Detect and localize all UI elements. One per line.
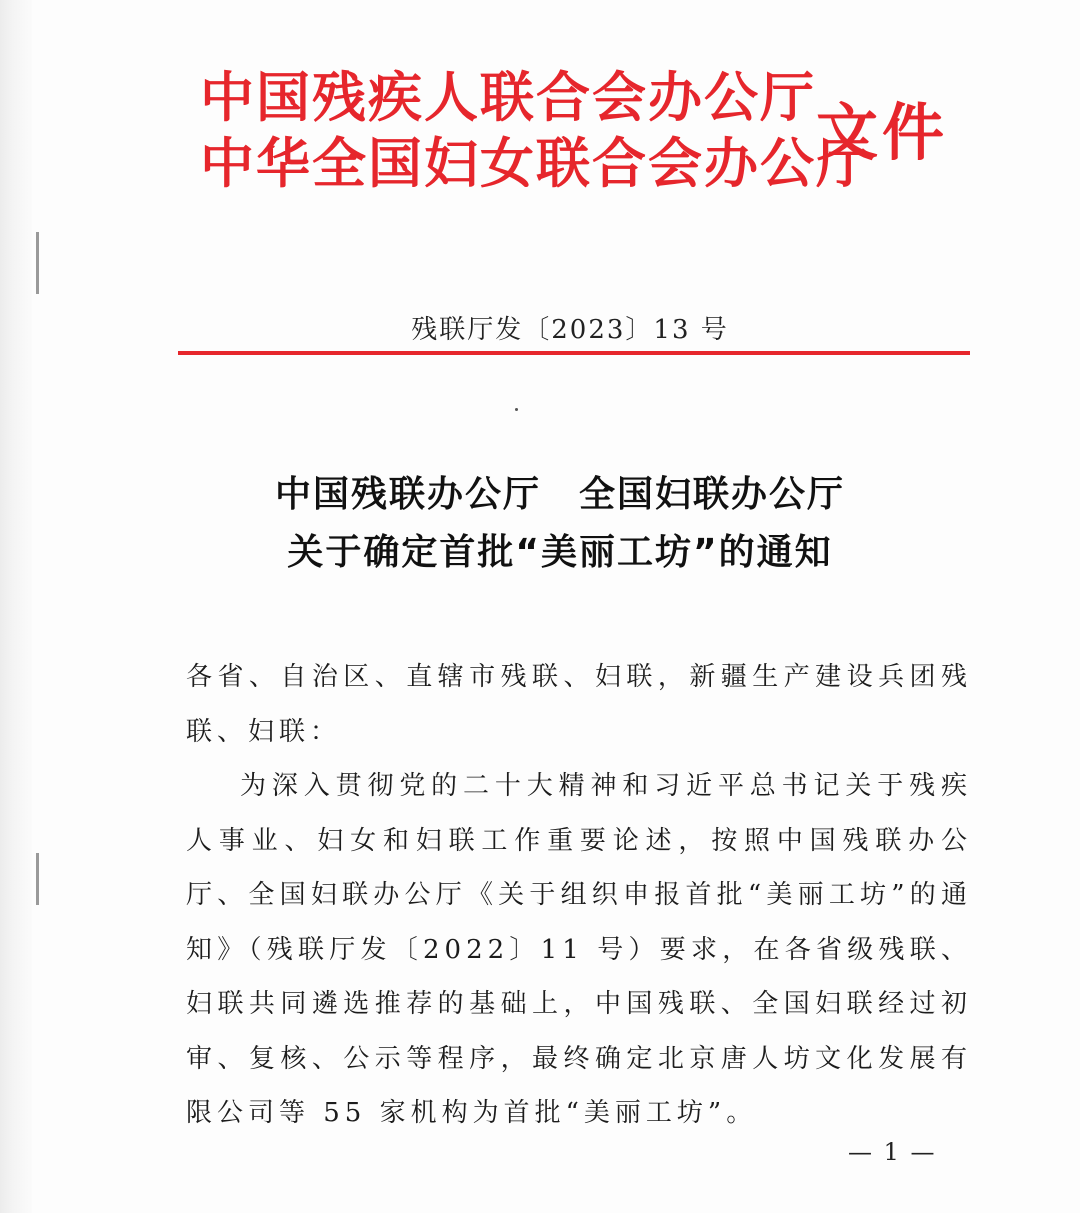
scan-edge-shadow <box>0 0 32 1213</box>
document-title <box>0 466 1080 582</box>
title-line: 中国残联办公厅 全国妇联办公厅 <box>274 474 845 515</box>
page-number: — 1 — <box>848 1138 937 1166</box>
issuing-org-line: 中华全国妇女联合会办公厅 <box>200 131 872 195</box>
title-line: 关于确定首批“美丽工坊”的通知 <box>287 532 833 573</box>
document-type-label: 文件 <box>816 96 949 169</box>
scan-speck <box>515 408 518 411</box>
salutation: 各省、自治区、直辖市残联、妇联，新疆生产建设兵团残联、妇联： <box>186 662 972 747</box>
red-separator-rule <box>178 351 970 355</box>
body-paragraph: 为深入贯彻党的二十大精神和习近平总书记关于残疾人事业、妇女和妇联工作重要论述，按照中国残联办公厅、全国妇联办公厅《关于组织申报首批“美丽工坊”的通知》（残联厅发〔2022〕11 号）要求，在各省级残联、妇联共同遴选推荐的基础上，中国残联、全国妇联经过初审、复核、公示等程序，最终确定北京唐人坊文化发展有限公司等 55 家机构为首批“美丽工坊”。 <box>186 771 972 1128</box>
issuing-org-line: 中国残疾人联合会办公厅 <box>200 65 816 129</box>
binding-mark <box>36 853 39 905</box>
binding-mark <box>36 232 39 294</box>
issuing-organizations <box>200 64 872 196</box>
document-number: 残联厅发〔2023〕13 号 <box>411 315 729 345</box>
document-body <box>186 650 972 1141</box>
